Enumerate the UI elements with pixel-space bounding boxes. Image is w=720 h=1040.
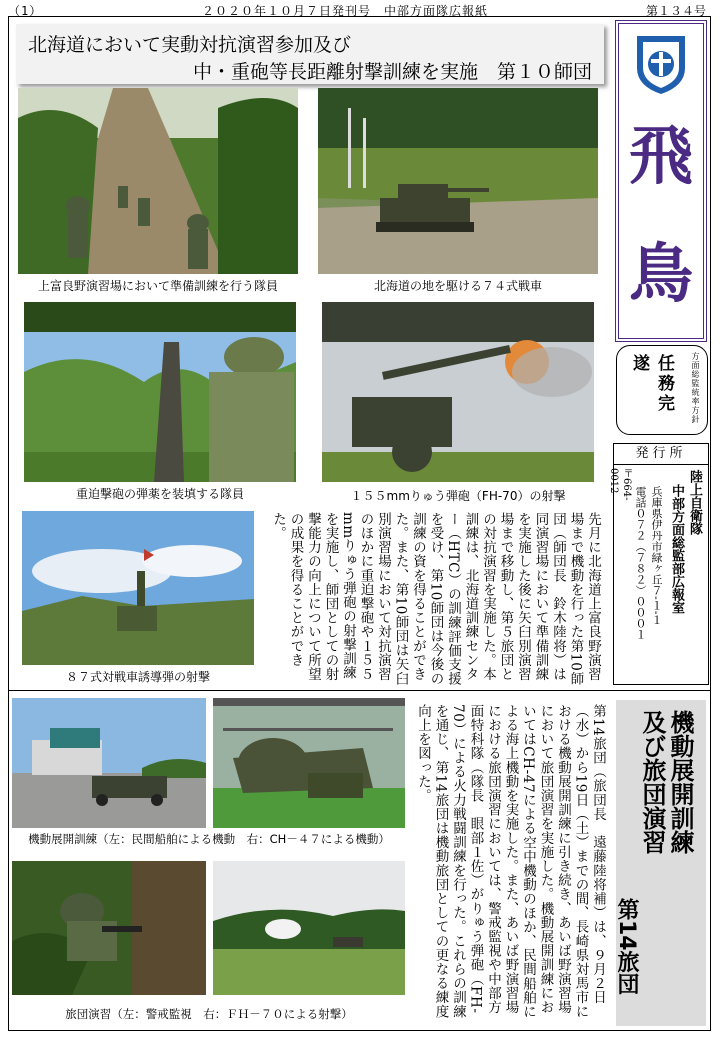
publisher-org: 陸上自衛隊 bbox=[687, 470, 702, 535]
article1-body: 先月に北海道上富良野演習場まで機動を行った第10師団（師団長 鈴木陸将）は同演習場において準備訓練を実施した後に矢臼別演習場まで移動し、第５旅団との対抗演習を実施した。本訓練は、北海道訓練センター（HTC）の訓練評価支援を受け、第10師団は今後の訓練の資を得ることができた。また、第10師団は矢臼別演習場において対抗演習のほかに重迫撃砲や１５５mmりゅう弾砲の射撃訓練を実施し、師団としての射撃能力の向上について所望の成果を得ることができた。 bbox=[270, 512, 601, 686]
caption-photo3: 重迫撃砲の弾薬を装填する隊員 bbox=[75, 487, 244, 501]
article2-title-panel bbox=[616, 700, 706, 1026]
photo-type74-tank bbox=[318, 88, 598, 274]
section-divider bbox=[8, 690, 711, 691]
article2-title-line2: 及び旅団演習 bbox=[638, 710, 666, 854]
masthead-char2: 鳥 bbox=[629, 237, 693, 312]
article2-body: 第14旅団（旅団長 遠藤陸将補）は、９月２日（水）から19日（土）までの間、長崎県対馬市における機動展開訓練に引き続き、あいば野演習場において旅団演習を実施した。機動展開訓練においてはCH-47による空中機動のほか、民間船舶による海上機動を実施した。また、あいば野演習場における旅団演習においては、警戒監視や中部方面特科隊（隊長 眼部１佐）がりゅう弾砲（FH-70）による火力戦闘訓練を行った。これらの訓練を通じ、第14旅団は機動旅団としての更なる練度向上を図った。 bbox=[415, 704, 606, 1019]
publisher-phone: 電話０７２（７８２）０００１ bbox=[634, 486, 647, 640]
caption-photo2: 北海道の地を駆ける７４式戦車 bbox=[373, 279, 542, 293]
publisher-postal: 〒664-0012 bbox=[608, 468, 632, 501]
motto-text: 任務完遂 bbox=[629, 354, 674, 414]
headline-line2: 中・重砲等長距離射撃訓練を実施 第１０師団 bbox=[192, 61, 592, 83]
article2-title-line3: 第14旅団 bbox=[614, 898, 639, 995]
publisher-office: 中部方面総監部広報室 bbox=[669, 484, 684, 614]
masthead-char1: 飛 bbox=[629, 119, 693, 194]
emblem-icon bbox=[619, 28, 703, 98]
motto-box bbox=[616, 345, 708, 435]
caption-photo1: 上富良野演習場において準備訓練を行う隊員 bbox=[37, 279, 278, 293]
publisher-address: 兵庫県伊丹市緑ヶ丘７-１-１ bbox=[650, 486, 663, 626]
issue-date: ２０２０年１０月７日発刊号 中部方面隊広報紙 bbox=[202, 4, 489, 18]
publisher-heading: 発行所 bbox=[614, 444, 708, 465]
photo-fh70-firing bbox=[322, 302, 594, 482]
photo-preparation-training bbox=[18, 88, 298, 274]
photo-ch47-helicopter bbox=[213, 698, 405, 828]
photo-heavy-mortar bbox=[24, 302, 296, 482]
publisher-box bbox=[608, 443, 709, 685]
motto-label: 方面総監統率方針 bbox=[691, 352, 700, 424]
photo-type87-missile bbox=[22, 511, 254, 665]
headline-line1: 北海道において実動対抗演習参加及び bbox=[28, 34, 352, 56]
article2-title-line1: 機動展開訓練 bbox=[666, 710, 694, 854]
caption-photo5: ８７式対戦車誘導弾の射撃 bbox=[65, 670, 210, 684]
caption-article2-bottom: 旅団演習（左：警戒監視 右：ＦＨ－７０による射撃） bbox=[65, 1007, 353, 1021]
caption-photo4: １５５mmりゅう弾砲（FH-70）の射撃 bbox=[350, 489, 566, 503]
article1-headline bbox=[16, 24, 604, 84]
page-number: （1） bbox=[8, 4, 43, 18]
caption-article2-top: 機動展開訓練（左：民間船舶による機動 右：CH－４７による機動） bbox=[28, 832, 390, 846]
issue-number: 第１３４号 bbox=[646, 4, 707, 18]
masthead bbox=[615, 20, 707, 342]
photo-vigilance bbox=[12, 861, 206, 995]
photo-fh70-brigade bbox=[213, 861, 405, 995]
photo-civilian-ship bbox=[12, 698, 206, 828]
